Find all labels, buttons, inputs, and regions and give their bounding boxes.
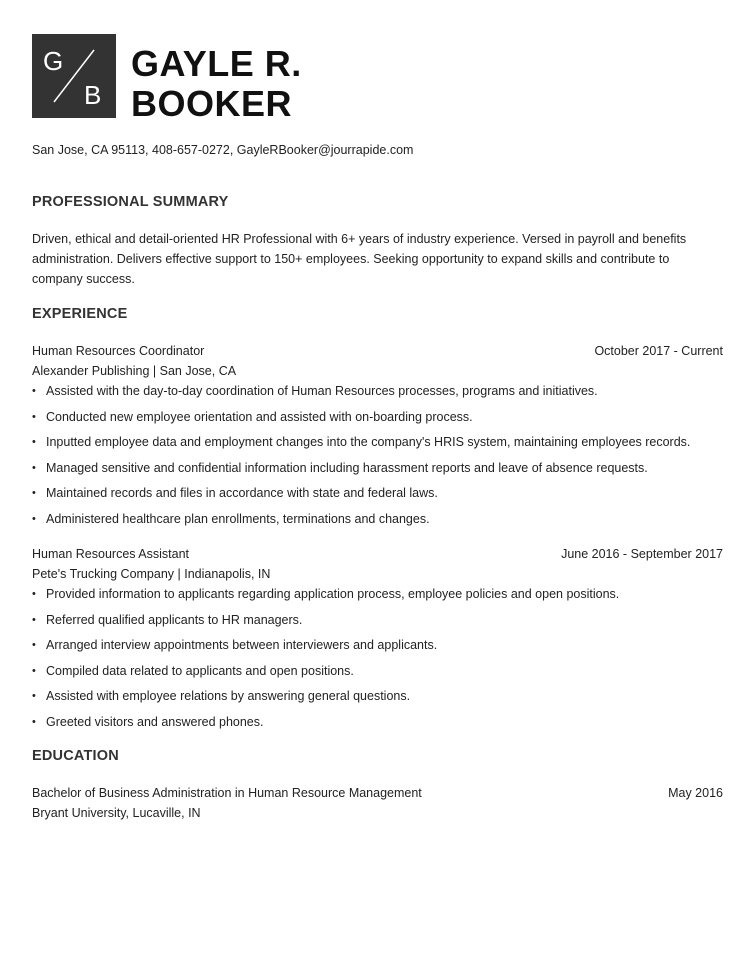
job-bullet: • Administered healthcare plan enrollments, terminations and changes. bbox=[32, 509, 723, 535]
job-company: Pete's Trucking Company | Indianapolis, IN bbox=[32, 567, 271, 581]
job-bullet: • Conducted new employee orientation and assisted with on-boarding process. bbox=[32, 407, 723, 433]
job-bullet: • Greeted visitors and answered phones. bbox=[32, 712, 723, 738]
job-bullet: • Managed sensitive and confidential information including harassment reports and leave of absence requests. bbox=[32, 458, 723, 484]
education-entry bbox=[32, 783, 723, 823]
job-entry bbox=[32, 544, 723, 737]
candidate-name bbox=[131, 44, 302, 124]
job-role: Human Resources Coordinator bbox=[32, 344, 205, 358]
job-dates: October 2017 - Current bbox=[594, 344, 723, 358]
job-bullet: • Provided information to applicants regarding application process, employee policies and open positions. bbox=[32, 584, 723, 610]
job-company: Alexander Publishing | San Jose, CA bbox=[32, 364, 237, 378]
name-line-2: BOOKER bbox=[131, 83, 293, 124]
name-line-1: GAYLE R. bbox=[131, 43, 302, 84]
contact-info: San Jose, CA 95113, 408-657-0272, GayleRBooker@jourrapide.com bbox=[32, 143, 414, 157]
job-entry bbox=[32, 341, 723, 534]
monogram-last-initial: B bbox=[84, 80, 102, 110]
job-bullet: • Maintained records and files in accordance with state and federal laws. bbox=[32, 483, 723, 509]
job-bullet: • Inputted employee data and employment changes into the company's HRIS system, maintaining employees records. bbox=[32, 432, 723, 458]
job-bullet: • Compiled data related to applicants and open positions. bbox=[32, 661, 723, 687]
education-heading: EDUCATION bbox=[32, 748, 119, 764]
job-bullet: • Assisted with employee relations by answering general questions. bbox=[32, 686, 723, 712]
monogram-logo bbox=[32, 34, 116, 118]
job-role: Human Resources Assistant bbox=[32, 547, 190, 561]
job-bullet: • Assisted with the day-to-day coordination of Human Resources processes, programs and initiatives. bbox=[32, 381, 723, 407]
monogram-first-initial: G bbox=[43, 46, 64, 76]
education-degree: Bachelor of Business Administration in Human Resource Management bbox=[32, 786, 422, 800]
summary-heading: PROFESSIONAL SUMMARY bbox=[32, 194, 229, 210]
job-dates: June 2016 - September 2017 bbox=[561, 547, 723, 561]
job-bullet: • Arranged interview appointments between interviewers and applicants. bbox=[32, 635, 723, 661]
education-date: May 2016 bbox=[668, 786, 723, 800]
job-bullet-list bbox=[32, 584, 723, 737]
job-bullet-list bbox=[32, 381, 723, 534]
education-school: Bryant University, Lucaville, IN bbox=[32, 806, 201, 820]
job-bullet: • Referred qualified applicants to HR managers. bbox=[32, 610, 723, 636]
summary-text: Driven, ethical and detail-oriented HR Professional with 6+ years of industry experience. Versed in payroll and benefits administration. Delivers effective support to 150+ employees. Seeking opportunity to expand skills and contribute to company success. bbox=[32, 232, 687, 286]
experience-heading: EXPERIENCE bbox=[32, 306, 128, 322]
